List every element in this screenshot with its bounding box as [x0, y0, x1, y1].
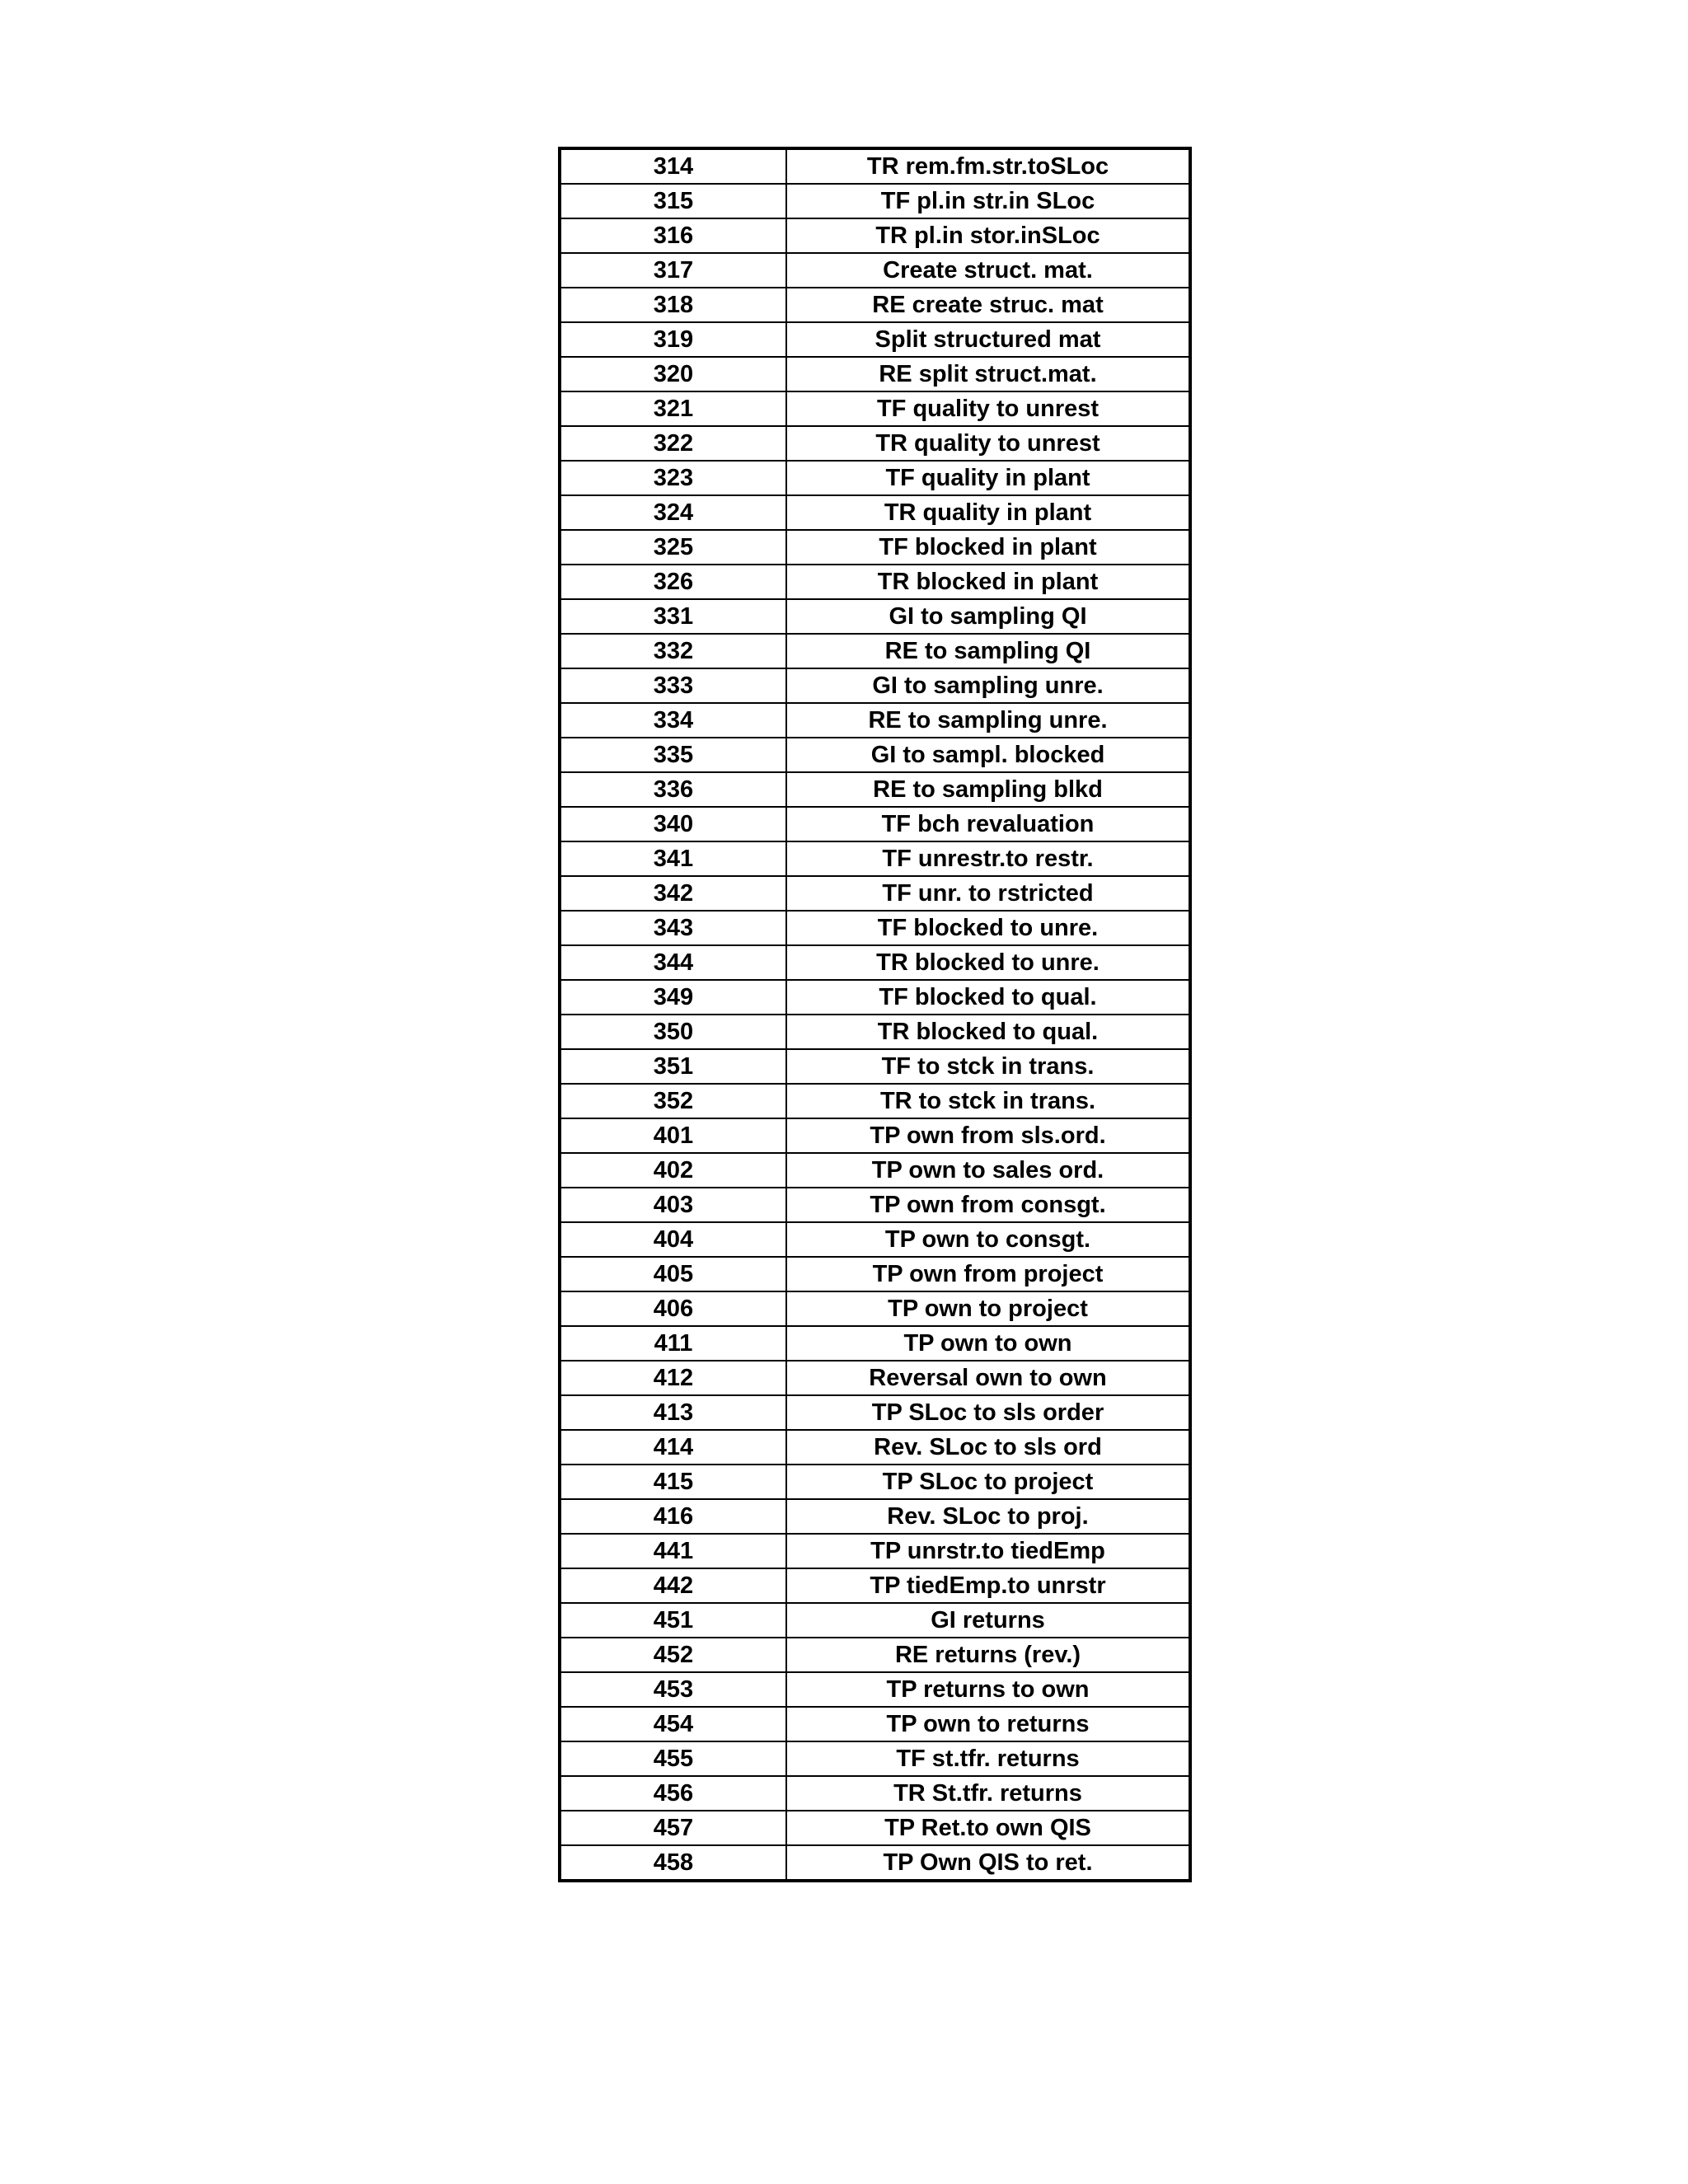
table-row — [560, 148, 1190, 184]
movement-description-cell: TP unrstr.to tiedEmp — [786, 1534, 1190, 1568]
table-row — [560, 980, 1190, 1015]
movement-description-cell: TP Own QIS to ret. — [786, 1845, 1190, 1881]
table-row — [560, 184, 1190, 218]
table-row — [560, 668, 1190, 703]
movement-description-cell: TP SLoc to project — [786, 1465, 1190, 1499]
table-row — [560, 322, 1190, 357]
movement-description-cell: GI to sampling unre. — [786, 668, 1190, 703]
movement-description-cell: TF blocked to qual. — [786, 980, 1190, 1015]
movement-code-cell: 340 — [560, 807, 786, 841]
movement-description-cell: TF blocked in plant — [786, 530, 1190, 565]
movement-code-cell: 451 — [560, 1603, 786, 1638]
movement-code-cell: 314 — [560, 148, 786, 184]
movement-description-cell: Rev. SLoc to sls ord — [786, 1430, 1190, 1465]
table-row — [560, 807, 1190, 841]
movement-code-cell: 325 — [560, 530, 786, 565]
table-row — [560, 1741, 1190, 1776]
table-row — [560, 495, 1190, 530]
movement-description-cell: GI to sampl. blocked — [786, 738, 1190, 772]
movement-description-cell: TP own from sls.ord. — [786, 1118, 1190, 1153]
movement-description-cell: TR St.tfr. returns — [786, 1776, 1190, 1811]
movement-code-cell: 405 — [560, 1257, 786, 1291]
movement-code-cell: 344 — [560, 945, 786, 980]
movement-description-cell: TP Ret.to own QIS — [786, 1811, 1190, 1845]
movement-description-cell: GI to sampling QI — [786, 599, 1190, 634]
movement-code-cell: 352 — [560, 1084, 786, 1118]
movement-code-cell: 316 — [560, 218, 786, 253]
movement-description-cell: TP own to consgt. — [786, 1222, 1190, 1257]
movement-code-cell: 453 — [560, 1672, 786, 1707]
movement-description-cell: RE create struc. mat — [786, 288, 1190, 322]
movement-code-cell: 318 — [560, 288, 786, 322]
table-row — [560, 1465, 1190, 1499]
movement-code-cell: 457 — [560, 1811, 786, 1845]
table-row — [560, 218, 1190, 253]
movement-code-cell: 334 — [560, 703, 786, 738]
movement-description-cell: RE to sampling QI — [786, 634, 1190, 668]
movement-description-cell: TR quality to unrest — [786, 426, 1190, 461]
movement-description-cell: TP own to project — [786, 1291, 1190, 1326]
movement-code-cell: 335 — [560, 738, 786, 772]
table-row — [560, 1153, 1190, 1188]
movement-code-cell: 404 — [560, 1222, 786, 1257]
movement-description-cell: TF st.tfr. returns — [786, 1741, 1190, 1776]
table-row — [560, 1568, 1190, 1603]
movement-description-cell: Create struct. mat. — [786, 253, 1190, 288]
table-row — [560, 565, 1190, 599]
movement-code-cell: 350 — [560, 1015, 786, 1049]
table-row — [560, 530, 1190, 565]
movement-code-cell: 458 — [560, 1845, 786, 1881]
movement-code-cell: 414 — [560, 1430, 786, 1465]
movement-code-cell: 331 — [560, 599, 786, 634]
table-row — [560, 1811, 1190, 1845]
table-row — [560, 1361, 1190, 1395]
table-row — [560, 461, 1190, 495]
table-row — [560, 772, 1190, 807]
movement-description-cell: TP own to own — [786, 1326, 1190, 1361]
table-row — [560, 945, 1190, 980]
movement-code-cell: 323 — [560, 461, 786, 495]
movement-code-cell: 411 — [560, 1326, 786, 1361]
movement-description-cell: RE split struct.mat. — [786, 357, 1190, 391]
table-row — [560, 634, 1190, 668]
movement-description-cell: TP own to sales ord. — [786, 1153, 1190, 1188]
movement-code-cell: 413 — [560, 1395, 786, 1430]
movement-code-cell: 442 — [560, 1568, 786, 1603]
movement-code-cell: 456 — [560, 1776, 786, 1811]
movement-code-cell: 402 — [560, 1153, 786, 1188]
movement-description-cell: Rev. SLoc to proj. — [786, 1499, 1190, 1534]
movement-description-cell: TR blocked to qual. — [786, 1015, 1190, 1049]
movement-description-cell: TF blocked to unre. — [786, 911, 1190, 945]
table-row — [560, 1430, 1190, 1465]
table-row — [560, 1049, 1190, 1084]
movement-code-cell: 317 — [560, 253, 786, 288]
movement-code-cell: 319 — [560, 322, 786, 357]
movement-code-cell: 403 — [560, 1188, 786, 1222]
movement-description-cell: TF unr. to rstricted — [786, 876, 1190, 911]
movement-description-cell: Split structured mat — [786, 322, 1190, 357]
movement-code-cell: 343 — [560, 911, 786, 945]
movement-description-cell: TF quality in plant — [786, 461, 1190, 495]
movement-description-cell: TP tiedEmp.to unrstr — [786, 1568, 1190, 1603]
movement-description-cell: TR pl.in stor.inSLoc — [786, 218, 1190, 253]
table-row — [560, 1188, 1190, 1222]
movement-description-cell: TF unrestr.to restr. — [786, 841, 1190, 876]
table-row — [560, 1499, 1190, 1534]
movement-code-cell: 336 — [560, 772, 786, 807]
table-body — [560, 148, 1190, 1881]
movement-description-cell: TR to stck in trans. — [786, 1084, 1190, 1118]
table-row — [560, 357, 1190, 391]
movement-code-cell: 416 — [560, 1499, 786, 1534]
movement-description-cell: RE to sampling unre. — [786, 703, 1190, 738]
movement-code-cell: 351 — [560, 1049, 786, 1084]
table-row — [560, 1257, 1190, 1291]
movement-description-cell: GI returns — [786, 1603, 1190, 1638]
movement-description-cell: TF pl.in str.in SLoc — [786, 184, 1190, 218]
movement-description-cell: TP returns to own — [786, 1672, 1190, 1707]
movement-code-cell: 320 — [560, 357, 786, 391]
movement-code-cell: 441 — [560, 1534, 786, 1568]
table-row — [560, 1672, 1190, 1707]
movement-code-cell: 322 — [560, 426, 786, 461]
table-row — [560, 841, 1190, 876]
movement-code-cell: 412 — [560, 1361, 786, 1395]
table-row — [560, 738, 1190, 772]
table-row — [560, 1326, 1190, 1361]
table-row — [560, 599, 1190, 634]
movement-description-cell: RE returns (rev.) — [786, 1638, 1190, 1672]
movement-description-cell: TF bch revaluation — [786, 807, 1190, 841]
movement-code-cell: 415 — [560, 1465, 786, 1499]
table-row — [560, 288, 1190, 322]
table-row — [560, 1534, 1190, 1568]
movement-code-cell: 341 — [560, 841, 786, 876]
movement-code-cell: 321 — [560, 391, 786, 426]
movement-code-cell: 349 — [560, 980, 786, 1015]
table-row — [560, 911, 1190, 945]
table-row — [560, 1222, 1190, 1257]
table-row — [560, 876, 1190, 911]
movement-description-cell: TP own to returns — [786, 1707, 1190, 1741]
movement-description-cell: TP own from consgt. — [786, 1188, 1190, 1222]
movement-description-cell: TR blocked in plant — [786, 565, 1190, 599]
table-row — [560, 1845, 1190, 1881]
table-row — [560, 703, 1190, 738]
movement-code-cell: 401 — [560, 1118, 786, 1153]
movement-description-cell: TF quality to unrest — [786, 391, 1190, 426]
movement-description-cell: TR quality in plant — [786, 495, 1190, 530]
table-row — [560, 1084, 1190, 1118]
movement-code-cell: 455 — [560, 1741, 786, 1776]
movement-code-cell: 406 — [560, 1291, 786, 1326]
table-row — [560, 1291, 1190, 1326]
movement-description-cell: RE to sampling blkd — [786, 772, 1190, 807]
table-row — [560, 253, 1190, 288]
movement-description-cell: Reversal own to own — [786, 1361, 1190, 1395]
movement-description-cell: TF to stck in trans. — [786, 1049, 1190, 1084]
movement-code-cell: 326 — [560, 565, 786, 599]
movement-description-cell: TR blocked to unre. — [786, 945, 1190, 980]
movement-code-cell: 452 — [560, 1638, 786, 1672]
movement-description-cell: TP SLoc to sls order — [786, 1395, 1190, 1430]
movement-code-cell: 332 — [560, 634, 786, 668]
movement-type-table — [558, 147, 1192, 1882]
table-row — [560, 426, 1190, 461]
table-row — [560, 1118, 1190, 1153]
movement-code-cell: 342 — [560, 876, 786, 911]
table-row — [560, 1707, 1190, 1741]
movement-code-cell: 315 — [560, 184, 786, 218]
table-row — [560, 391, 1190, 426]
movement-code-cell: 333 — [560, 668, 786, 703]
table-row — [560, 1776, 1190, 1811]
table-row — [560, 1015, 1190, 1049]
movement-description-cell: TR rem.fm.str.toSLoc — [786, 148, 1190, 184]
movement-code-cell: 454 — [560, 1707, 786, 1741]
movement-code-cell: 324 — [560, 495, 786, 530]
table-row — [560, 1603, 1190, 1638]
table-row — [560, 1638, 1190, 1672]
table-row — [560, 1395, 1190, 1430]
movement-description-cell: TP own from project — [786, 1257, 1190, 1291]
